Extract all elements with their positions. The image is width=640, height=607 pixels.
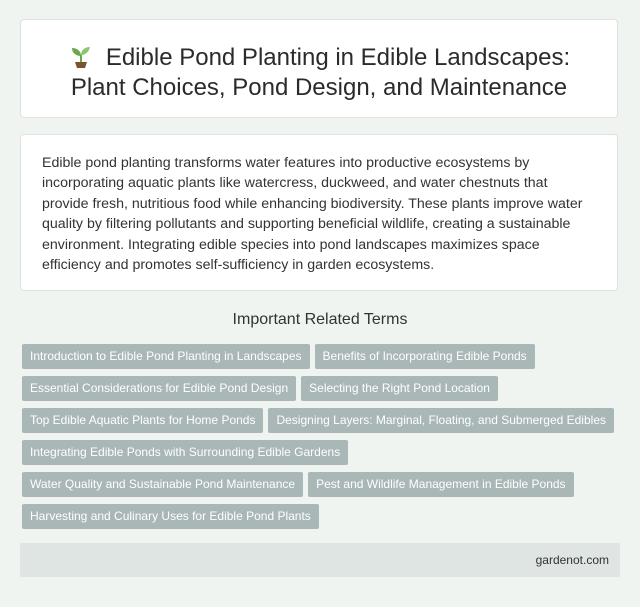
related-term-tag[interactable]: Water Quality and Sustainable Pond Maintenance <box>22 472 303 497</box>
related-term-tag[interactable]: Designing Layers: Marginal, Floating, and Submerged Edibles <box>268 408 614 433</box>
related-term-tag[interactable]: Benefits of Incorporating Edible Ponds <box>315 344 535 369</box>
related-term-tag[interactable]: Essential Considerations for Edible Pond Design <box>22 376 296 401</box>
tag-row <box>22 440 622 472</box>
related-term-tag[interactable]: Introduction to Edible Pond Planting in Landscapes <box>22 344 310 369</box>
related-term-tag[interactable]: Integrating Edible Ponds with Surrounding Edible Gardens <box>22 440 348 465</box>
footer <box>20 543 620 577</box>
footer-site-link[interactable]: gardenot.com <box>535 553 609 567</box>
tag-row <box>22 472 622 504</box>
related-term-tag[interactable]: Selecting the Right Pond Location <box>301 376 498 401</box>
page-title <box>21 43 617 103</box>
related-terms-heading: Important Related Terms <box>232 311 408 328</box>
title-card <box>20 19 618 118</box>
related-terms-list <box>22 344 622 536</box>
related-term-tag[interactable]: Harvesting and Culinary Uses for Edible Pond Plants <box>22 504 319 529</box>
tag-row <box>22 504 622 536</box>
title-line-2: Plant Choices, Pond Design, and Maintenance <box>70 74 568 101</box>
related-term-tag[interactable]: Pest and Wildlife Management in Edible Ponds <box>308 472 573 497</box>
related-term-tag[interactable]: Top Edible Aquatic Plants for Home Ponds <box>22 408 263 433</box>
summary-paragraph: Edible pond planting transforms water features into productive ecosystems by incorporating aquatic plants like watercress, duckweed, and water chestnuts that provide fresh, nutritious food while enhancing biodiversity. These plants improve water quality by filtering pollutants and supporting beneficial wildlife, creating a sustainable environment. Integrating edible species into pond landscapes maximizes space efficiency and promotes self-sufficiency in garden ecosystems. <box>42 155 583 274</box>
tag-row <box>22 344 622 376</box>
title-line-1: Edible Pond Planting in Edible Landscapes: <box>105 44 571 71</box>
sprout-icon <box>68 43 94 69</box>
summary-card <box>20 134 618 291</box>
tag-row <box>22 408 622 440</box>
tag-row <box>22 376 622 408</box>
